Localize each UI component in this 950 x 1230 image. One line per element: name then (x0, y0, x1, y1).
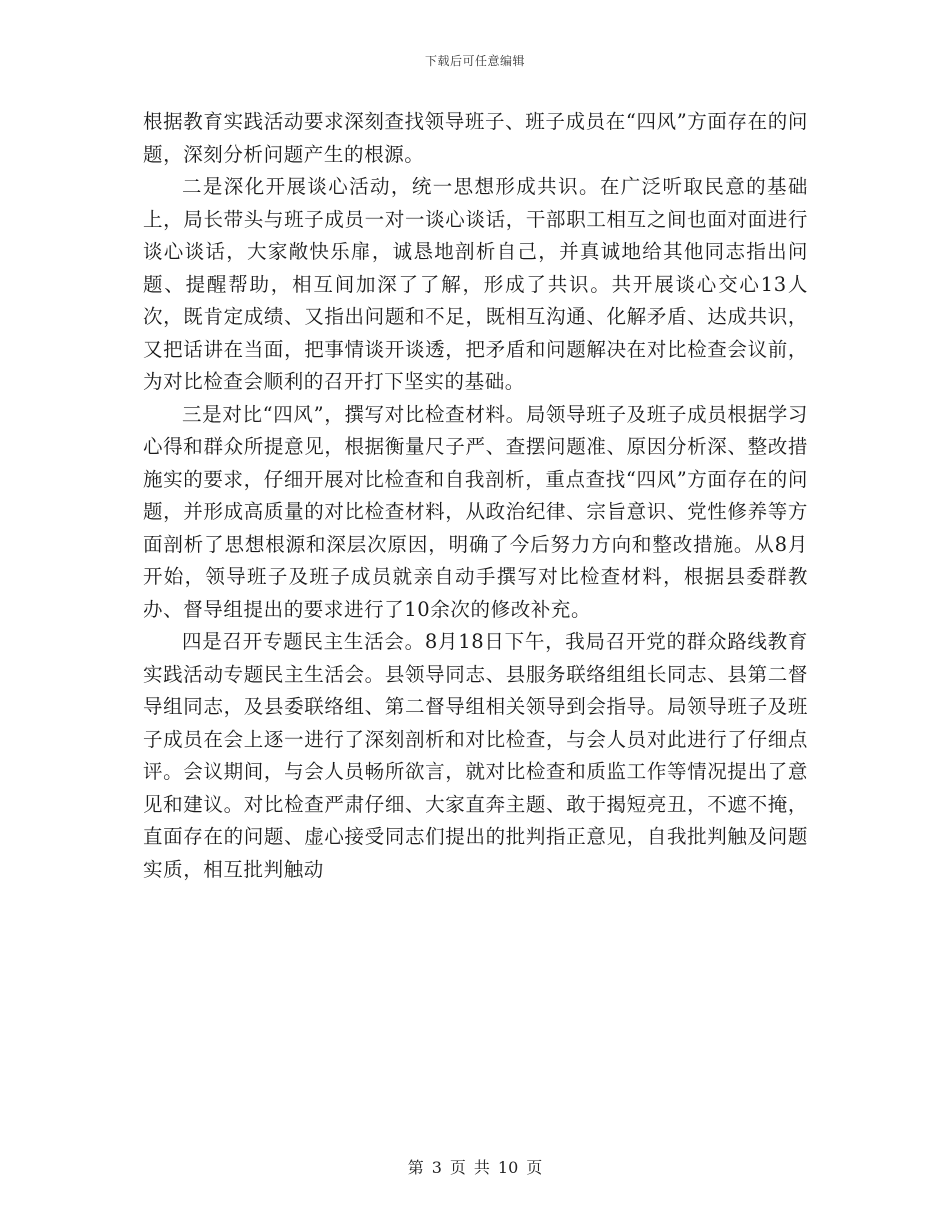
page-header: 下载后可任意编辑 (424, 54, 525, 68)
body-text (143, 106, 808, 886)
paragraph-2: 二是深化开展谈心活动，统一思想形成共识。在广泛听取民意的基础上，局长带头与班子成员一对一谈心谈话，干部职工相互之间也面对面进行谈心谈话，大家敞快乐扉，诚恳地剖析自己，并真诚地给其他同志指出问题、提醒帮助，相互间加深了了解，形成了共识。共开展谈心交心13人次，既肯定成绩、又指出问题和不足，既相互沟通、化解矛盾、达成共识，又把话讲在当面，把事情谈开谈透，把矛盾和问题解决在对比检查会议前，为对比检查会顺利的召开打下坚实的基础。 (143, 175, 808, 393)
footer-prefix: 第 (407, 1158, 424, 1177)
paragraph-1: 根据教育实践活动要求深刻查找领导班子、班子成员在“四风”方面存在的问题，深刻分析问题产生的根源。 (143, 110, 808, 166)
paragraph-4: 四是召开专题民主生活会。8月18日下午，我局召开党的群众路线教育实践活动专题民主生活会。县领导同志、县服务联络组组长同志、县第二督导组同志，及县委联络组、第二督导组相关领导到会指导。局领导班子及班子成员在会上逐一进行了深刻剖析和对比检查，与会人员对此进行了仔细点评。会议期间，与会人员畅所欲言，就对比检查和质监工作等情况提出了意见和建议。对比检查严肃仔细、大家直奔主题、敢于揭短亮丑，不遮不掩，直面存在的问题、虚心接受同志们提出的批判指正意见，自我批判触及问题实质，相互批判触动 (143, 630, 808, 881)
paragraph-3: 三是对比“四风”，撰写对比检查材料。局领导班子及班子成员根据学习心得和群众所提意见，根据衡量尺子严、查摆问题准、原因分析深、整改措施实的要求，仔细开展对比检查和自我剖析，重点查找“四风”方面存在的问题，并形成高质量的对比检查材料，从政治纪律、宗旨意识、党性修养等方面剖析了思想根源和深层次原因，明确了今后努力方向和整改措施。从8月开始，领导班子及班子成员就亲自动手撰写对比检查材料，根据县委群教办、督导组提出的要求进行了10余次的修改补充。 (143, 402, 808, 621)
footer-current-page: 3 (431, 1158, 442, 1177)
footer-total-word: 共 (473, 1158, 490, 1177)
footer-suffix: 页 (526, 1158, 543, 1177)
footer-total-pages: 10 (497, 1158, 519, 1177)
page-footer (0, 1155, 950, 1178)
footer-page-word: 页 (449, 1158, 466, 1177)
